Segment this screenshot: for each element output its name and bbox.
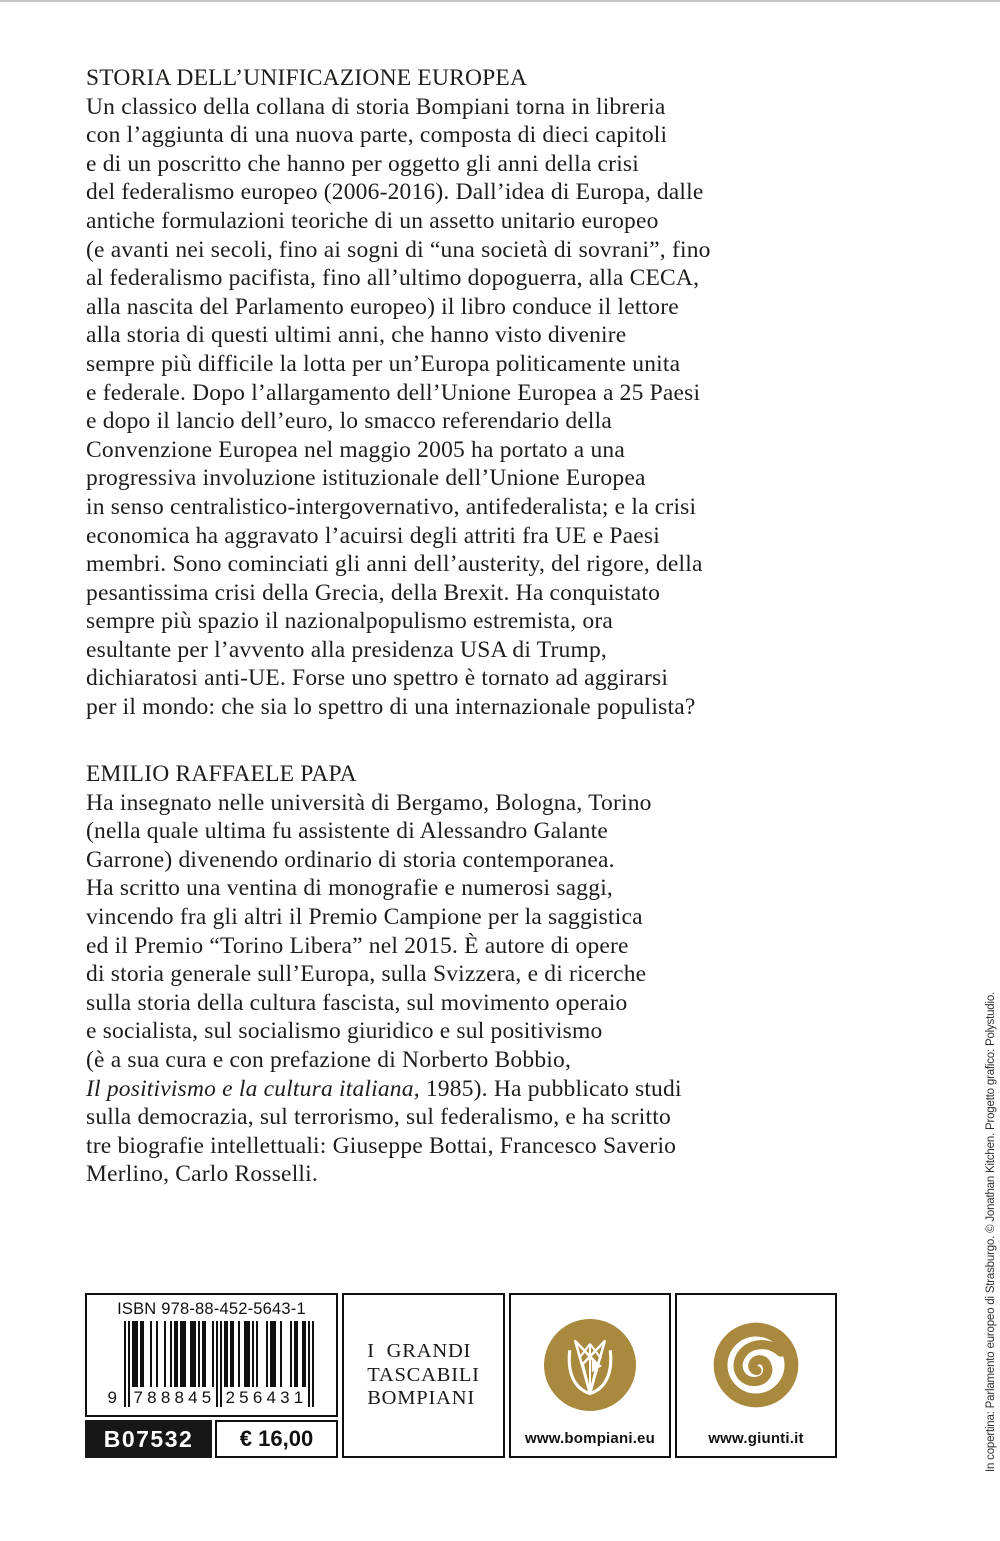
text-line: Merlino, Carlo Rosselli. [86,1161,318,1188]
synopsis-text [86,93,866,722]
text-line: alla nascita del Parlamento europeo) il libro conduce il lettore [86,293,679,320]
page-top-edge [0,0,1000,2]
text-line: Garrone) divenendo ordinario di storia contemporanea. [86,846,615,873]
text-line: BOMPIANI [367,1387,475,1410]
text-line: (e avanti nei secoli, fino ai sogni di “una società di sovrani”, fino [86,236,711,263]
barcode-panel [85,1293,338,1458]
isbn-box [85,1293,338,1417]
text-line: sulla democrazia, sul terrorismo, sul federalismo, e ha scritto [86,1104,671,1131]
synopsis-block [86,64,866,722]
text-line: di storia generale sull’Europa, sulla Svizzera, e di ricerche [86,961,647,988]
text-line: e federale. Dopo l’allargamento dell’Unione Europea a 25 Paesi [86,379,701,406]
footer-strip [85,1293,837,1458]
giunti-logo-box [675,1293,837,1458]
text-line: in senso centralistico-intergovernativo, antifederalista; e la crisi [86,493,697,520]
barcode-digit-group2: 256431 [225,1388,308,1407]
code-price-row [85,1420,338,1458]
bompiani-flower-icon [544,1319,636,1411]
text-line: tre biografie intellettuali: Giuseppe Bottai, Francesco Saverio [86,1132,677,1159]
ean-barcode [108,1321,316,1409]
text-line: Ha insegnato nelle università di Bergamo, Bologna, Torino [86,789,652,816]
text-line: ed il Premio “Torino Libera” nel 2015. È autore di opere [86,932,629,959]
giunti-url: www.giunti.it [708,1430,804,1447]
text-line: antiche formulazioni teoriche di un assetto unitario europeo [86,207,659,234]
text-line: progressiva involuzione istituzionale dell’Unione Europea [86,465,646,492]
giunti-g-icon [710,1319,802,1411]
text-line: Un classico della collana di storia Bompiani torna in libreria [86,93,666,120]
bompiani-logo-box [509,1293,671,1458]
text-line: sempre più difficile la lotta per un’Europa politicamente unita [86,350,681,377]
text-line: alla storia di questi ultimi anni, che hanno visto divenire [86,322,627,349]
series-name [367,1340,480,1411]
text-line: economica ha aggravato l’acuirsi degli attriti fra UE e Paesi [86,522,661,549]
text-line: esultante per l’avvento alla presidenza USA di Trump, [86,636,607,663]
text-line: sempre più spazio il nazionalpopulismo estremista, ora [86,608,614,635]
text-line: per il mondo: che sia lo spettro di una internazionale populista? [86,694,696,721]
text-line: e dopo il lancio dell’euro, lo smacco referendario della [86,408,613,435]
barcode-digits [108,1388,316,1408]
text-line: con l’aggiunta di una nuova parte, composta di dieci capitoli [86,122,668,149]
author-bio-text [86,789,866,1189]
text-line: Convenzione Europea nel maggio 2005 ha portato a una [86,436,625,463]
text-line: (nella quale ultima fu assistente di Alessandro Galante [86,818,608,845]
barcode-digit-left: 9 [107,1388,117,1407]
text-line: Il positivismo e la cultura italiana, 1985). Ha pubblicato studi [86,1075,682,1102]
text-line: Ha scritto una ventina di monografie e numerosi saggi, [86,875,614,902]
text-line: al federalismo pacifista, fino all’ultimo dopoguerra, alla CECA, [86,265,700,292]
author-bio-block [86,760,866,1189]
barcode-digit-group1: 788845 [133,1388,216,1407]
bompiani-url: www.bompiani.eu [525,1430,655,1447]
text-line: sulla storia della cultura fascista, sul movimento operaio [86,989,628,1016]
isbn-label: ISBN 978-88-452-5643-1 [117,1300,306,1318]
price-label: € 16,00 [215,1420,338,1458]
text-line: vincendo fra gli altri il Premio Campione per la saggistica [86,903,643,930]
text-line: e di un poscritto che hanno per oggetto gli anni della crisi [86,150,640,177]
text-line: dichiaratosi anti-UE. Forse uno spettro è tornato ad aggirarsi [86,665,669,692]
text-line: membri. Sono cominciati gli anni dell’austerity, del rigore, della [86,551,703,578]
text-line: TASCABILI [367,1363,480,1386]
author-name: EMILIO RAFFAELE PAPA [86,761,357,787]
text-line: del federalismo europeo (2006-2016). Dall’idea di Europa, dalle [86,179,704,206]
text-line: pesantissima crisi della Grecia, della Brexit. Ha conquistato [86,579,661,606]
cover-credit-text: In copertina: Parlamento europeo di Strasburgo. © Jonathan Kitchen. Progetto grafico: Polystudio. [985,991,997,1472]
edition-code-badge: B07532 [85,1420,212,1458]
text-line: I GRANDI [367,1340,472,1363]
text-line: (è a sua cura e con prefazione di Norberto Bobbio, [86,1046,572,1073]
text-line: e socialista, sul socialismo giuridico e sul positivismo [86,1018,603,1045]
book-title: STORIA DELL’UNIFICAZIONE EUROPEA [86,65,528,91]
series-panel [342,1293,505,1458]
